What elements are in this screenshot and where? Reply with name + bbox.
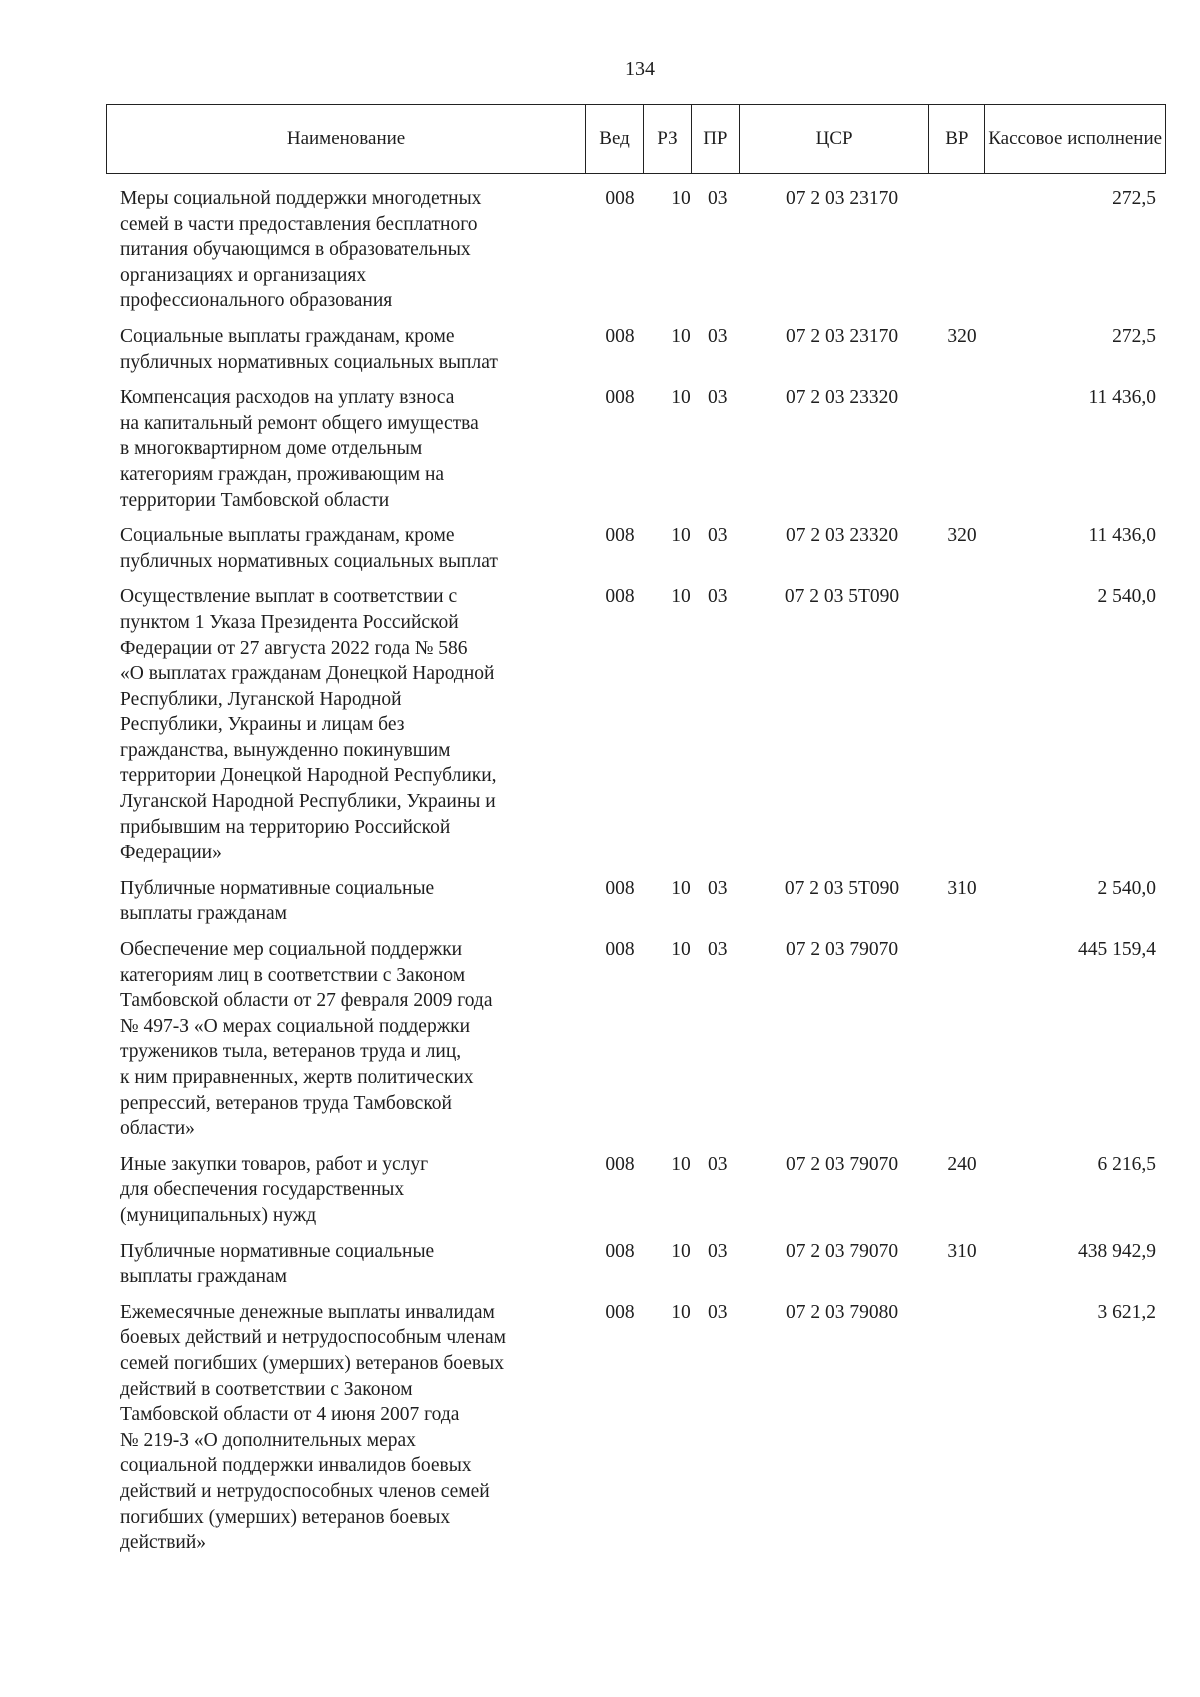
- header-ved: Вед: [586, 105, 644, 173]
- row-vr: 320: [947, 325, 977, 347]
- row-rz: 10: [671, 1153, 691, 1175]
- row-sum: 445 159,4: [1078, 939, 1156, 961]
- table-row: [106, 937, 1166, 1142]
- row-ved: 008: [605, 939, 635, 961]
- row-csr: 07 2 03 23170: [785, 325, 899, 347]
- row-rz: 10: [671, 1301, 691, 1323]
- row-name: Компенсация расходов на уплату взноса на капитальный ремонт общего имущества в многоквартирном доме отдельным категориям граждан, проживающим на территории Тамбовской области: [120, 387, 479, 511]
- row-ved: 008: [605, 586, 635, 608]
- header-csr: ЦСР: [740, 105, 930, 173]
- row-pr: 03: [708, 586, 728, 608]
- row-pr: 03: [708, 188, 728, 209]
- row-rz: 10: [671, 1240, 691, 1262]
- row-rz: 10: [671, 387, 691, 409]
- row-vr: [930, 186, 986, 314]
- row-vr: [930, 937, 986, 1142]
- row-sum: 2 540,0: [1097, 877, 1156, 899]
- row-pr: 03: [708, 939, 728, 961]
- row-name: Публичные нормативные социальные выплаты гражданам: [120, 877, 435, 925]
- row-name: Социальные выплаты гражданам, кроме публичных нормативных социальных выплат: [120, 525, 498, 572]
- header-sum: Кассовое исполнение: [988, 128, 1163, 149]
- row-rz: 10: [671, 877, 691, 899]
- row-csr: 07 2 03 79070: [785, 1240, 899, 1262]
- row-csr: 07 2 03 5Т090: [784, 586, 900, 608]
- row-vr: 310: [947, 1240, 977, 1262]
- row-pr: 03: [708, 1153, 728, 1175]
- row-name: Меры социальной поддержки многодетных семей в части предоставления бесплатного питания обучающимся в образовательных организациях и организациях профессионального образования: [120, 188, 482, 312]
- table-row: [106, 385, 1166, 513]
- row-sum: 11 436,0: [1088, 525, 1156, 547]
- table-row: [106, 324, 1166, 375]
- row-sum: 438 942,9: [1078, 1240, 1156, 1262]
- row-pr: 03: [708, 1301, 728, 1323]
- row-pr: 03: [708, 1240, 728, 1262]
- header-pr: ПР: [692, 105, 740, 173]
- row-name: Социальные выплаты гражданам, кроме публичных нормативных социальных выплат: [120, 325, 498, 373]
- table-row: [106, 876, 1166, 927]
- row-ved: 008: [605, 1240, 635, 1262]
- row-sum: 272,5: [1112, 188, 1156, 209]
- row-ved: 008: [605, 525, 635, 547]
- row-csr: 07 2 03 5Т090: [784, 877, 900, 899]
- row-vr: [930, 385, 986, 513]
- row-sum: 2 540,0: [1097, 586, 1156, 608]
- table-body: [106, 186, 1166, 1566]
- row-rz: 10: [671, 586, 691, 608]
- row-ved: 008: [605, 1153, 635, 1175]
- row-sum: 11 436,0: [1088, 387, 1156, 409]
- row-csr: 07 2 03 23170: [785, 188, 899, 209]
- row-name: Иные закупки товаров, работ и услуг для обеспечения государственных (муниципальных) нужд: [120, 1153, 429, 1226]
- table-row: [106, 1300, 1166, 1556]
- table-row: [106, 186, 1166, 314]
- row-pr: 03: [708, 877, 728, 899]
- row-name: Публичные нормативные социальные выплаты гражданам: [120, 1240, 435, 1288]
- row-pr: 03: [708, 387, 728, 409]
- table-row: [106, 1152, 1166, 1229]
- row-ved: 008: [605, 387, 635, 409]
- row-csr: 07 2 03 23320: [785, 525, 899, 547]
- row-sum: 3 621,2: [1097, 1301, 1156, 1323]
- row-sum: 272,5: [1112, 325, 1156, 347]
- table-header: [106, 104, 1166, 174]
- row-csr: 07 2 03 79080: [785, 1301, 899, 1323]
- table-row: [106, 523, 1166, 574]
- row-ved: 008: [605, 1301, 635, 1323]
- row-sum: 6 216,5: [1097, 1153, 1156, 1175]
- row-csr: 07 2 03 23320: [785, 387, 899, 409]
- table-row: [106, 1239, 1166, 1290]
- row-vr: [930, 584, 986, 866]
- row-ved: 008: [605, 877, 635, 899]
- row-pr: 03: [708, 325, 728, 347]
- row-rz: 10: [671, 188, 691, 209]
- row-name: Осуществление выплат в соответствии с пунктом 1 Указа Президента Российской Федерации от 27 августа 2022 года № 586 «О выплатах гражданам Донецкой Народной Республики, Луганской Народной Республики, Украины и лицам без гражданства, вынужденно покинувшим территории Донецкой Народной Республики, Луганской Народной Республики, Украины и прибывшим на территорию Российской Федерации»: [120, 586, 497, 864]
- header-name: Наименование: [107, 105, 586, 173]
- row-vr: 320: [947, 525, 977, 547]
- row-csr: 07 2 03 79070: [785, 939, 899, 961]
- header-vr: ВР: [929, 105, 985, 173]
- header-rz: РЗ: [644, 105, 692, 173]
- row-csr: 07 2 03 79070: [785, 1153, 899, 1175]
- row-ved: 008: [605, 325, 635, 347]
- row-vr: [930, 1300, 986, 1556]
- row-name: Ежемесячные денежные выплаты инвалидам боевых действий и нетрудоспособным членам семей погибших (умерших) ветеранов боевых действий в соответствии с Законом Тамбовской области от 4 июня 2007 года № 219-З «О дополнительных мерах социальной поддержки инвалидов боевых действий и нетрудоспособных членов семей погибших (умерших) ветеранов боевых действий»: [120, 1301, 507, 1554]
- row-rz: 10: [671, 525, 691, 547]
- row-ved: 008: [605, 188, 635, 209]
- row-vr: 240: [947, 1153, 977, 1175]
- row-rz: 10: [671, 325, 691, 347]
- table-row: [106, 584, 1166, 866]
- row-pr: 03: [708, 525, 728, 547]
- row-vr: 310: [947, 877, 977, 899]
- row-rz: 10: [671, 939, 691, 961]
- row-name: Обеспечение мер социальной поддержки категориям лиц в соответствии с Законом Тамбовской области от 27 февраля 2009 года № 497-З «О мерах социальной поддержки тружеников тыла, ветеранов труда и лиц, к ним приравненных, жертв политических репрессий, ветеранов труда Тамбовской области»: [120, 939, 493, 1140]
- page-number: 134: [625, 58, 655, 80]
